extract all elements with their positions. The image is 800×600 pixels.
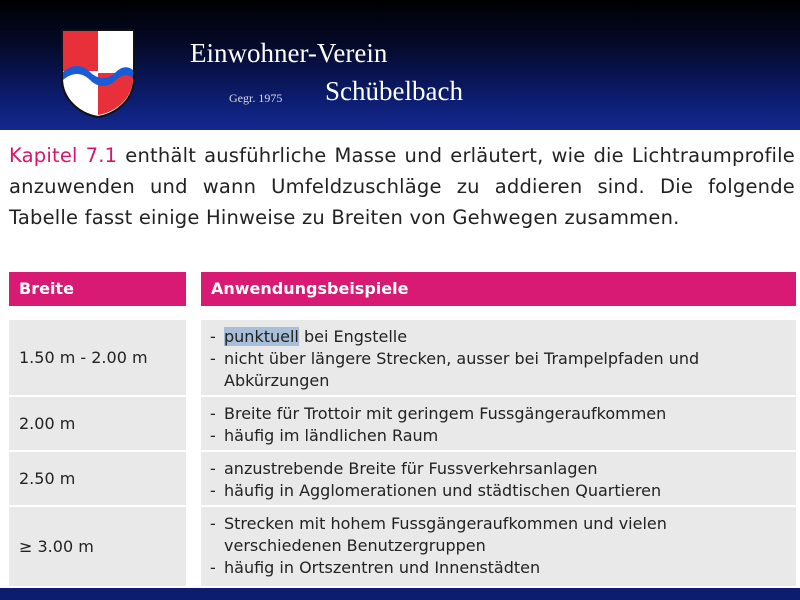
list-item: - häufig in Agglomerationen und städtischen Quartieren [210,480,788,502]
highlighted-word: punktuell [224,327,299,346]
breite-value: ≥ 3.00 m [19,537,94,556]
list-item: - Breite für Trottoir mit geringem Fussgängeraufkommen [210,403,788,425]
list-item: - nicht über längere Strecken, ausser bei Trampelpfaden und Abkürzungen [210,348,788,392]
org-name: Einwohner-Verein [190,38,388,68]
anwendung-cell [201,397,796,450]
founded-year: Gegr. 1975 [229,91,283,105]
breite-cell [9,320,186,395]
footer-bar [0,588,800,600]
header-banner [0,0,800,130]
coat-of-arms-icon [60,28,136,118]
anwendung-cell [201,507,796,586]
breite-cell [9,397,186,450]
breite-value: 2.50 m [19,469,76,488]
anwendung-cell [201,452,796,505]
list-item: - häufig in Ortszentren und Innenstädten [210,557,788,579]
breite-cell [9,452,186,505]
intro-paragraph [9,140,795,233]
list-item: - Strecken mit hohem Fussgängeraufkommen und vielen verschiedenen Benutzergruppen [210,513,788,557]
breite-value: 2.00 m [19,414,76,433]
intro-text: enthält ausführliche Masse und erläutert, wie die Lichtraumprofile anzuwenden und wann Umfeldzuschläge zu addieren sind. Die folgende Tabelle fasst einige Hinweise zu Breiten von Gehwegen zusammen. [9,144,795,229]
anwendung-cell [201,320,796,395]
list-item: - häufig im ländlichen Raum [210,425,788,447]
column-header-breite: Breite [9,272,186,306]
chapter-reference: Kapitel 7.1 [9,144,118,167]
column-header-anwendungsbeispiele: Anwendungsbeispiele [201,272,796,306]
breite-cell [9,507,186,586]
place-name: Schübelbach [325,76,463,106]
list-item: - anzustrebende Breite für Fussverkehrsanlagen [210,458,788,480]
list-item: - punktuell bei Engstelle [210,326,788,348]
breite-value: 1.50 m - 2.00 m [19,348,148,367]
